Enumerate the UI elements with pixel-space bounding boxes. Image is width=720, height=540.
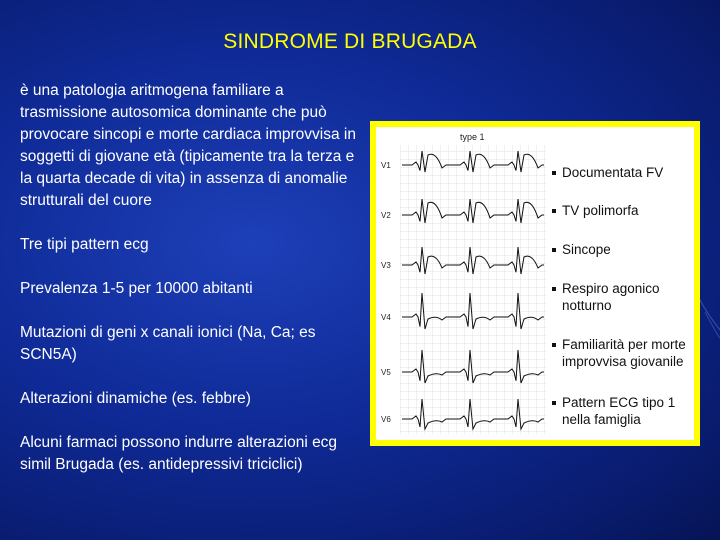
ecg-bullet-item xyxy=(552,395,675,427)
ecg-bullet-text: improvvisa giovanile xyxy=(562,354,684,369)
ecg-bullet-text: Familiarità per morte xyxy=(562,337,686,352)
ecg-figure xyxy=(370,121,700,446)
ecg-leads xyxy=(381,161,391,424)
lead-label-v6: V6 xyxy=(381,415,391,424)
bullet-square-icon xyxy=(552,209,556,213)
ecg-bullet-text: Respiro agonico xyxy=(562,281,660,296)
paragraph-prevalence: Prevalenza 1-5 per 10000 abitanti xyxy=(20,280,253,297)
ecg-chart xyxy=(376,127,694,440)
ecg-figure-panel xyxy=(376,127,694,440)
ecg-bullet-text: Pattern ECG tipo 1 xyxy=(562,395,676,410)
body-text xyxy=(20,80,370,498)
bullet-square-icon xyxy=(552,401,556,405)
lead-label-v1: V1 xyxy=(381,161,391,170)
paragraph-drugs: Alcuni farmaci possono indurre alterazioni ecg simil Brugada (es. antidepressivi triciclici) xyxy=(20,434,338,473)
bullet-square-icon xyxy=(552,343,556,347)
ecg-bullet-item xyxy=(552,337,686,369)
lead-label-v2: V2 xyxy=(381,211,391,220)
lead-label-v5: V5 xyxy=(381,368,391,377)
paragraph-mutations: Mutazioni di geni x canali ionici (Na, Ca; es SCN5A) xyxy=(20,324,316,363)
ecg-bullet-item xyxy=(552,165,663,180)
lead-label-v4: V4 xyxy=(381,313,391,322)
ecg-bullet-text: Sincope xyxy=(562,242,611,257)
bullet-square-icon xyxy=(552,171,556,175)
paragraph-definition: è una patologia aritmogena familiare a trasmissione autosomica dominante che può provocare sincopi e morte cardiaca improvvisa in soggetti di giovane età (tipicamente tra la terza e la quarta decade di vita) in assenza di anomalie strutturali del cuore xyxy=(20,82,356,209)
bullet-square-icon xyxy=(552,287,556,291)
slide-title: SINDROME DI BRUGADA xyxy=(223,30,477,53)
ecg-bullet-item xyxy=(552,203,639,218)
ecg-bullet-item xyxy=(552,242,611,257)
ecg-heading: type 1 xyxy=(460,132,485,142)
ecg-grid xyxy=(400,145,546,435)
ecg-bullet-list xyxy=(552,165,686,427)
ecg-bullet-text: nella famiglia xyxy=(562,412,641,427)
ecg-bullet-text: Documentata FV xyxy=(562,165,664,180)
bullet-square-icon xyxy=(552,248,556,252)
paragraph-dynamic-alterations: Alterazioni dinamiche (es. febbre) xyxy=(20,390,251,407)
paragraph-ecg-patterns: Tre tipi pattern ecg xyxy=(20,236,149,253)
ecg-bullet-text: notturno xyxy=(562,298,612,313)
ecg-bullet-item xyxy=(552,281,660,313)
ecg-bullet-text: TV polimorfa xyxy=(562,203,639,218)
lead-label-v3: V3 xyxy=(381,261,391,270)
